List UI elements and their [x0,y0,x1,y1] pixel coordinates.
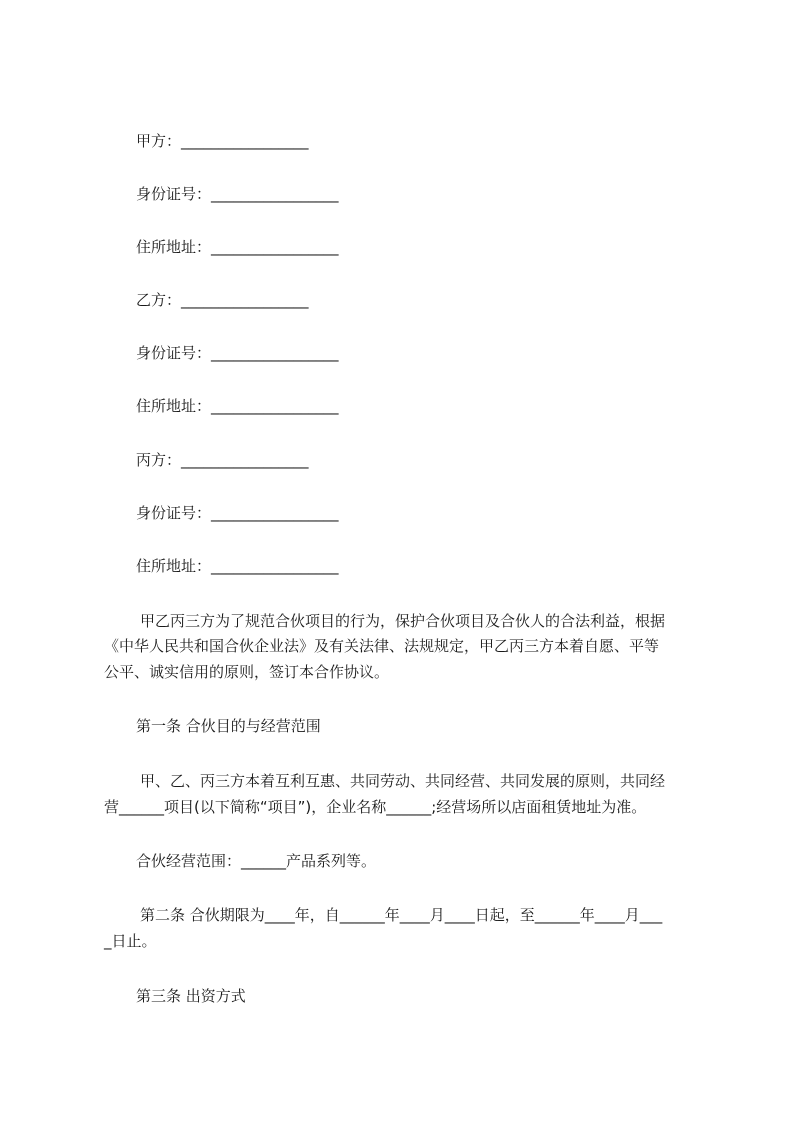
article-3-heading: 第三条 出资方式 [136,987,246,1005]
article-2-line-2: _日止。 [104,932,157,950]
article-1-heading: 第一条 合伙目的与经营范围 [136,717,321,735]
party-a-field: 甲方：_________________ [136,132,309,150]
preamble-line-3: 公平、诚实信用的原则，签订本合作协议。 [104,663,390,681]
article-1-para-line-1: 甲、乙、丙三方本着互利互惠、共同劳动、共同经营、共同发展的原则，共同经 [140,772,666,790]
party-a-address-field: 住所地址：_________________ [136,238,339,256]
article-2-line-1: 第二条 合伙期限为____年，自______年____月____日起，至______年____月___ [140,906,663,924]
party-b-address-field: 住所地址：_________________ [136,397,339,415]
party-c-id-field: 身份证号：_________________ [136,504,339,522]
party-a-id-field: 身份证号：_________________ [136,185,339,203]
article-1-scope: 合伙经营范围：______产品系列等。 [136,852,377,870]
preamble-line-2: 《中华人民共和国合伙企业法》及有关法律、法规规定，甲乙丙三方本着自愿、平等 [104,637,660,655]
party-b-field: 乙方：_________________ [136,291,309,309]
party-c-field: 丙方：_________________ [136,451,309,469]
preamble-line-1: 甲乙丙三方为了规范合伙项目的行为，保护合伙项目及合伙人的合法利益，根据 [140,612,666,630]
article-1-para-line-2: 营______项目(以下简称“项目”)，企业名称______;经营场所以店面租赁地址为准。 [104,798,647,816]
party-c-address-field: 住所地址：_________________ [136,557,339,575]
party-b-id-field: 身份证号：_________________ [136,344,339,362]
